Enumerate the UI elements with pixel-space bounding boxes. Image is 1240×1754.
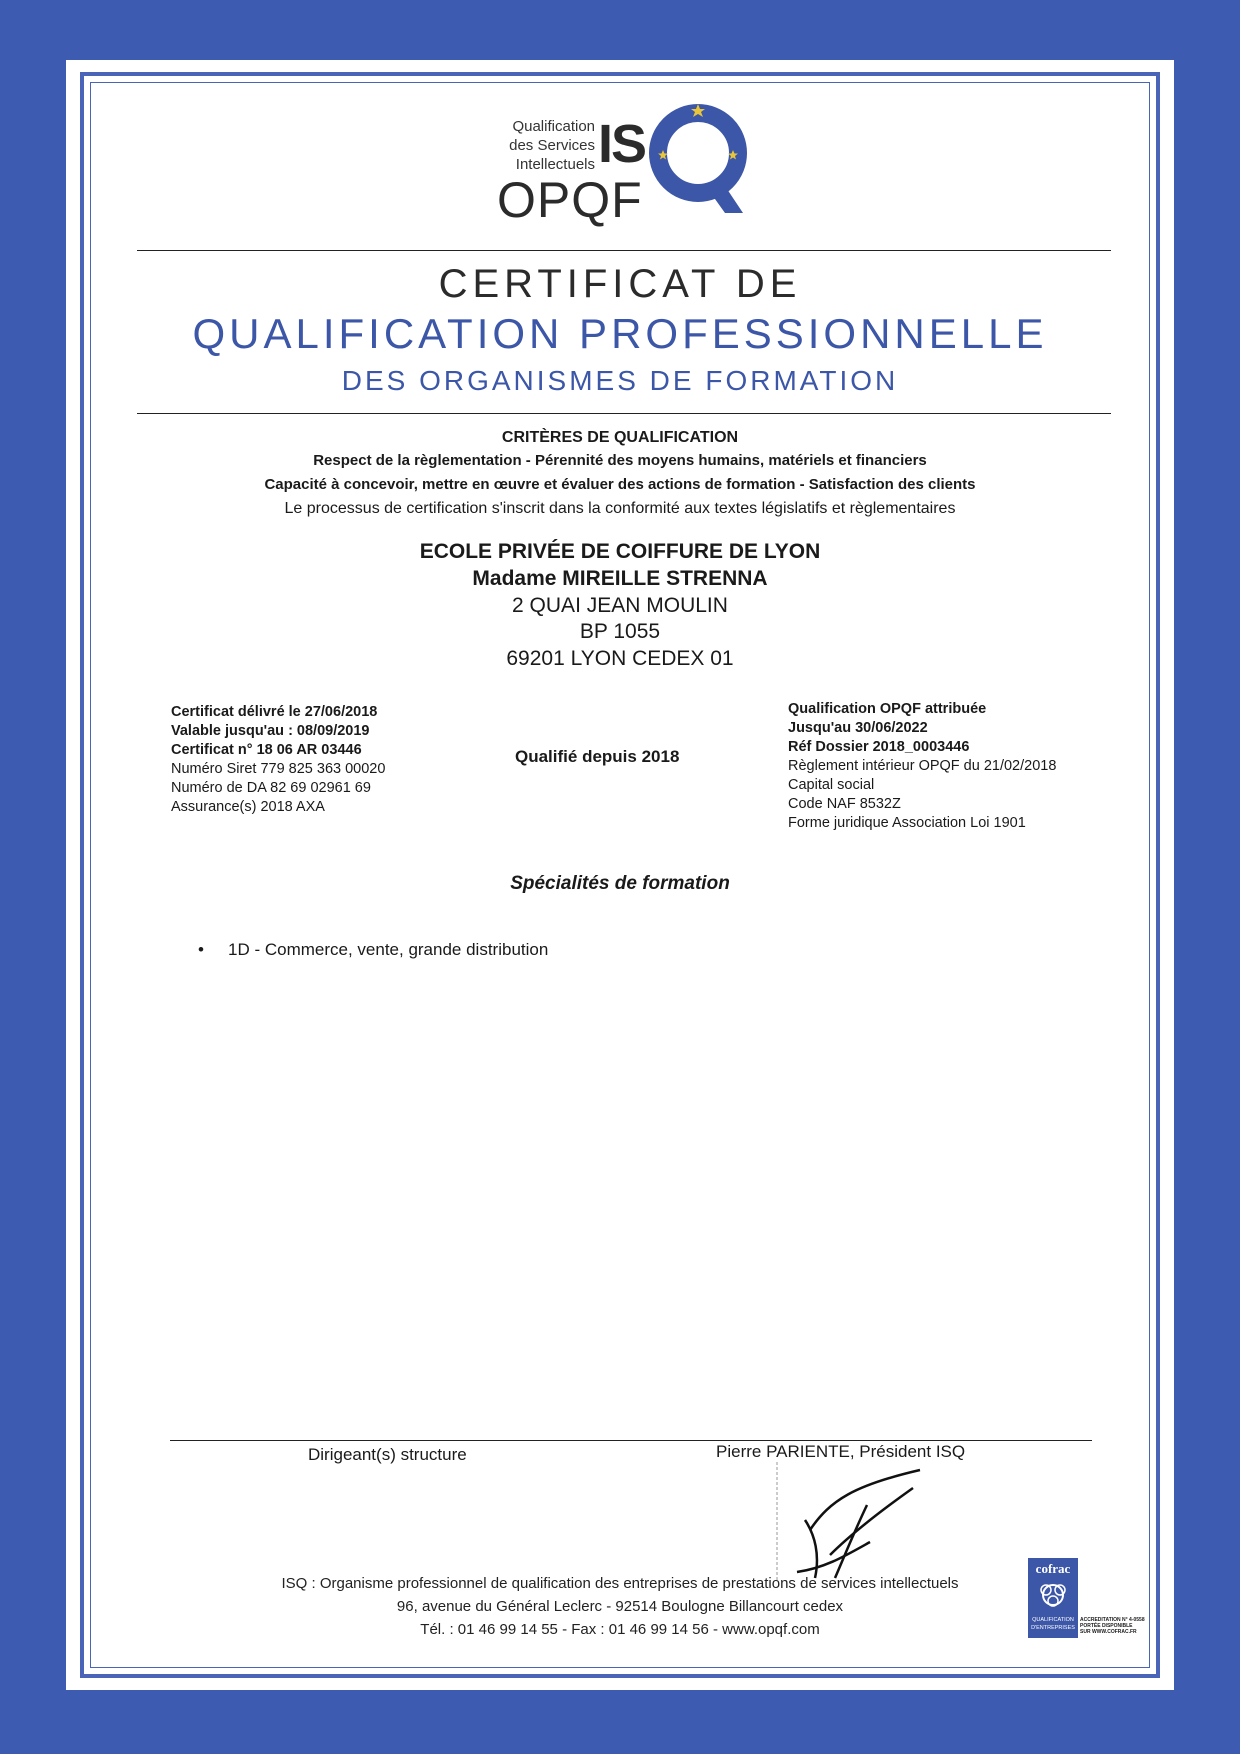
da-number: Numéro de DA 82 69 02961 69 [171, 780, 371, 796]
organization-address-2: BP 1055 [579, 620, 661, 643]
title-line-2: QUALIFICATION PROFESSIONNELLE [192, 310, 1048, 357]
criteria-heading: CRITÈRES DE QUALIFICATION [501, 429, 739, 446]
insurance: Assurance(s) 2018 AXA [171, 799, 325, 815]
cofrac-note-3: SUR WWW.COFRAC.FR [1080, 1629, 1137, 1635]
footer-line-1: ISQ : Organisme professionnel de qualification des entreprises de prestations de services intellectuels [281, 1575, 959, 1592]
logo-tagline-3: Intellectuels [515, 156, 595, 173]
capital-social: Capital social [788, 777, 875, 793]
footer-line-3: Tél. : 01 46 99 14 55 - Fax : 01 46 99 14 56 - www.opqf.com [420, 1621, 820, 1638]
certificate-number: Certificat n° 18 06 AR 03446 [171, 742, 362, 758]
director-signature-label: Dirigeant(s) structure [308, 1445, 467, 1464]
specialty-item-label: 1D - Commerce, vente, grande distribution [228, 940, 549, 959]
isq-opqf-logo [495, 95, 760, 235]
qualification-until: Jusqu'au 30/06/2022 [788, 720, 928, 736]
internal-rules: Règlement intérieur OPQF du 21/02/2018 [788, 758, 1057, 774]
title-line-3: DES ORGANISMES DE FORMATION [341, 365, 899, 396]
cofrac-icon [1028, 1558, 1078, 1638]
organization-address-3: 69201 LYON CEDEX 01 [506, 647, 734, 670]
criteria-line-3: Le processus de certification s'inscrit dans la conformité aux textes législatifs et règlementaires [284, 500, 956, 517]
footer-line-2: 96, avenue du Général Leclerc - 92514 Boulogne Billancourt cedex [396, 1598, 844, 1615]
criteria-line-1: Respect de la règlementation - Pérennité des moyens humains, matériels et financiers [313, 452, 927, 469]
criteria-line-2: Capacité à concevoir, mettre en œuvre et évaluer des actions de formation - Satisfaction des clients [264, 476, 976, 493]
issued-date: Certificat délivré le 27/06/2018 [171, 704, 378, 720]
cofrac-logo [1028, 1558, 1078, 1643]
organization-address-1: 2 QUAI JEAN MOULIN [512, 594, 728, 617]
title-line-1: CERTIFICAT DE [438, 262, 802, 306]
logo-tagline-1: Qualification [512, 118, 595, 135]
cofrac-note-1: ACCREDITATION N° 4-0558 [1080, 1617, 1145, 1623]
bullet-icon: • [198, 940, 204, 959]
dossier-reference: Réf Dossier 2018_0003446 [788, 739, 970, 755]
qualified-since: Qualifié depuis 2018 [515, 747, 680, 766]
logo-tagline-2: des Services [509, 137, 595, 154]
title-bottom-rule [137, 413, 1111, 414]
cofrac-accreditation-note [1080, 1617, 1152, 1635]
logo-is-text: IS [598, 114, 646, 174]
cofrac-label-2: D'ENTREPRISES [1031, 1625, 1075, 1631]
signature-rule [170, 1440, 1092, 1441]
cofrac-note-2: PORTÉE DISPONIBLE [1080, 1623, 1133, 1629]
certificate-details [171, 703, 385, 817]
qualification-attributed: Qualification OPQF attribuée [788, 701, 987, 717]
organization-name: ECOLE PRIVÉE DE COIFFURE DE LYON [419, 540, 821, 563]
specialty-item [198, 940, 548, 960]
logo-q-icon [643, 95, 753, 225]
signature-icon [775, 1460, 945, 1590]
valid-until: Valable jusqu'au : 08/09/2019 [171, 723, 370, 739]
logo-opqf-text: OPQF [497, 172, 643, 228]
specialties-title: Spécialités de formation [510, 873, 730, 894]
logo-tagline [495, 117, 595, 174]
title-top-rule [137, 250, 1111, 251]
president-signature-label: Pierre PARIENTE, Président ISQ [716, 1442, 966, 1461]
organization-contact: Madame MIREILLE STRENNA [472, 567, 768, 590]
siret-number: Numéro Siret 779 825 363 00020 [171, 761, 386, 777]
naf-code: Code NAF 8532Z [788, 796, 901, 812]
cofrac-brand: cofrac [1035, 1561, 1071, 1576]
legal-form: Forme juridique Association Loi 1901 [788, 815, 1026, 831]
cofrac-label-1: QUALIFICATION [1032, 1617, 1074, 1623]
qualification-details [788, 700, 1056, 833]
